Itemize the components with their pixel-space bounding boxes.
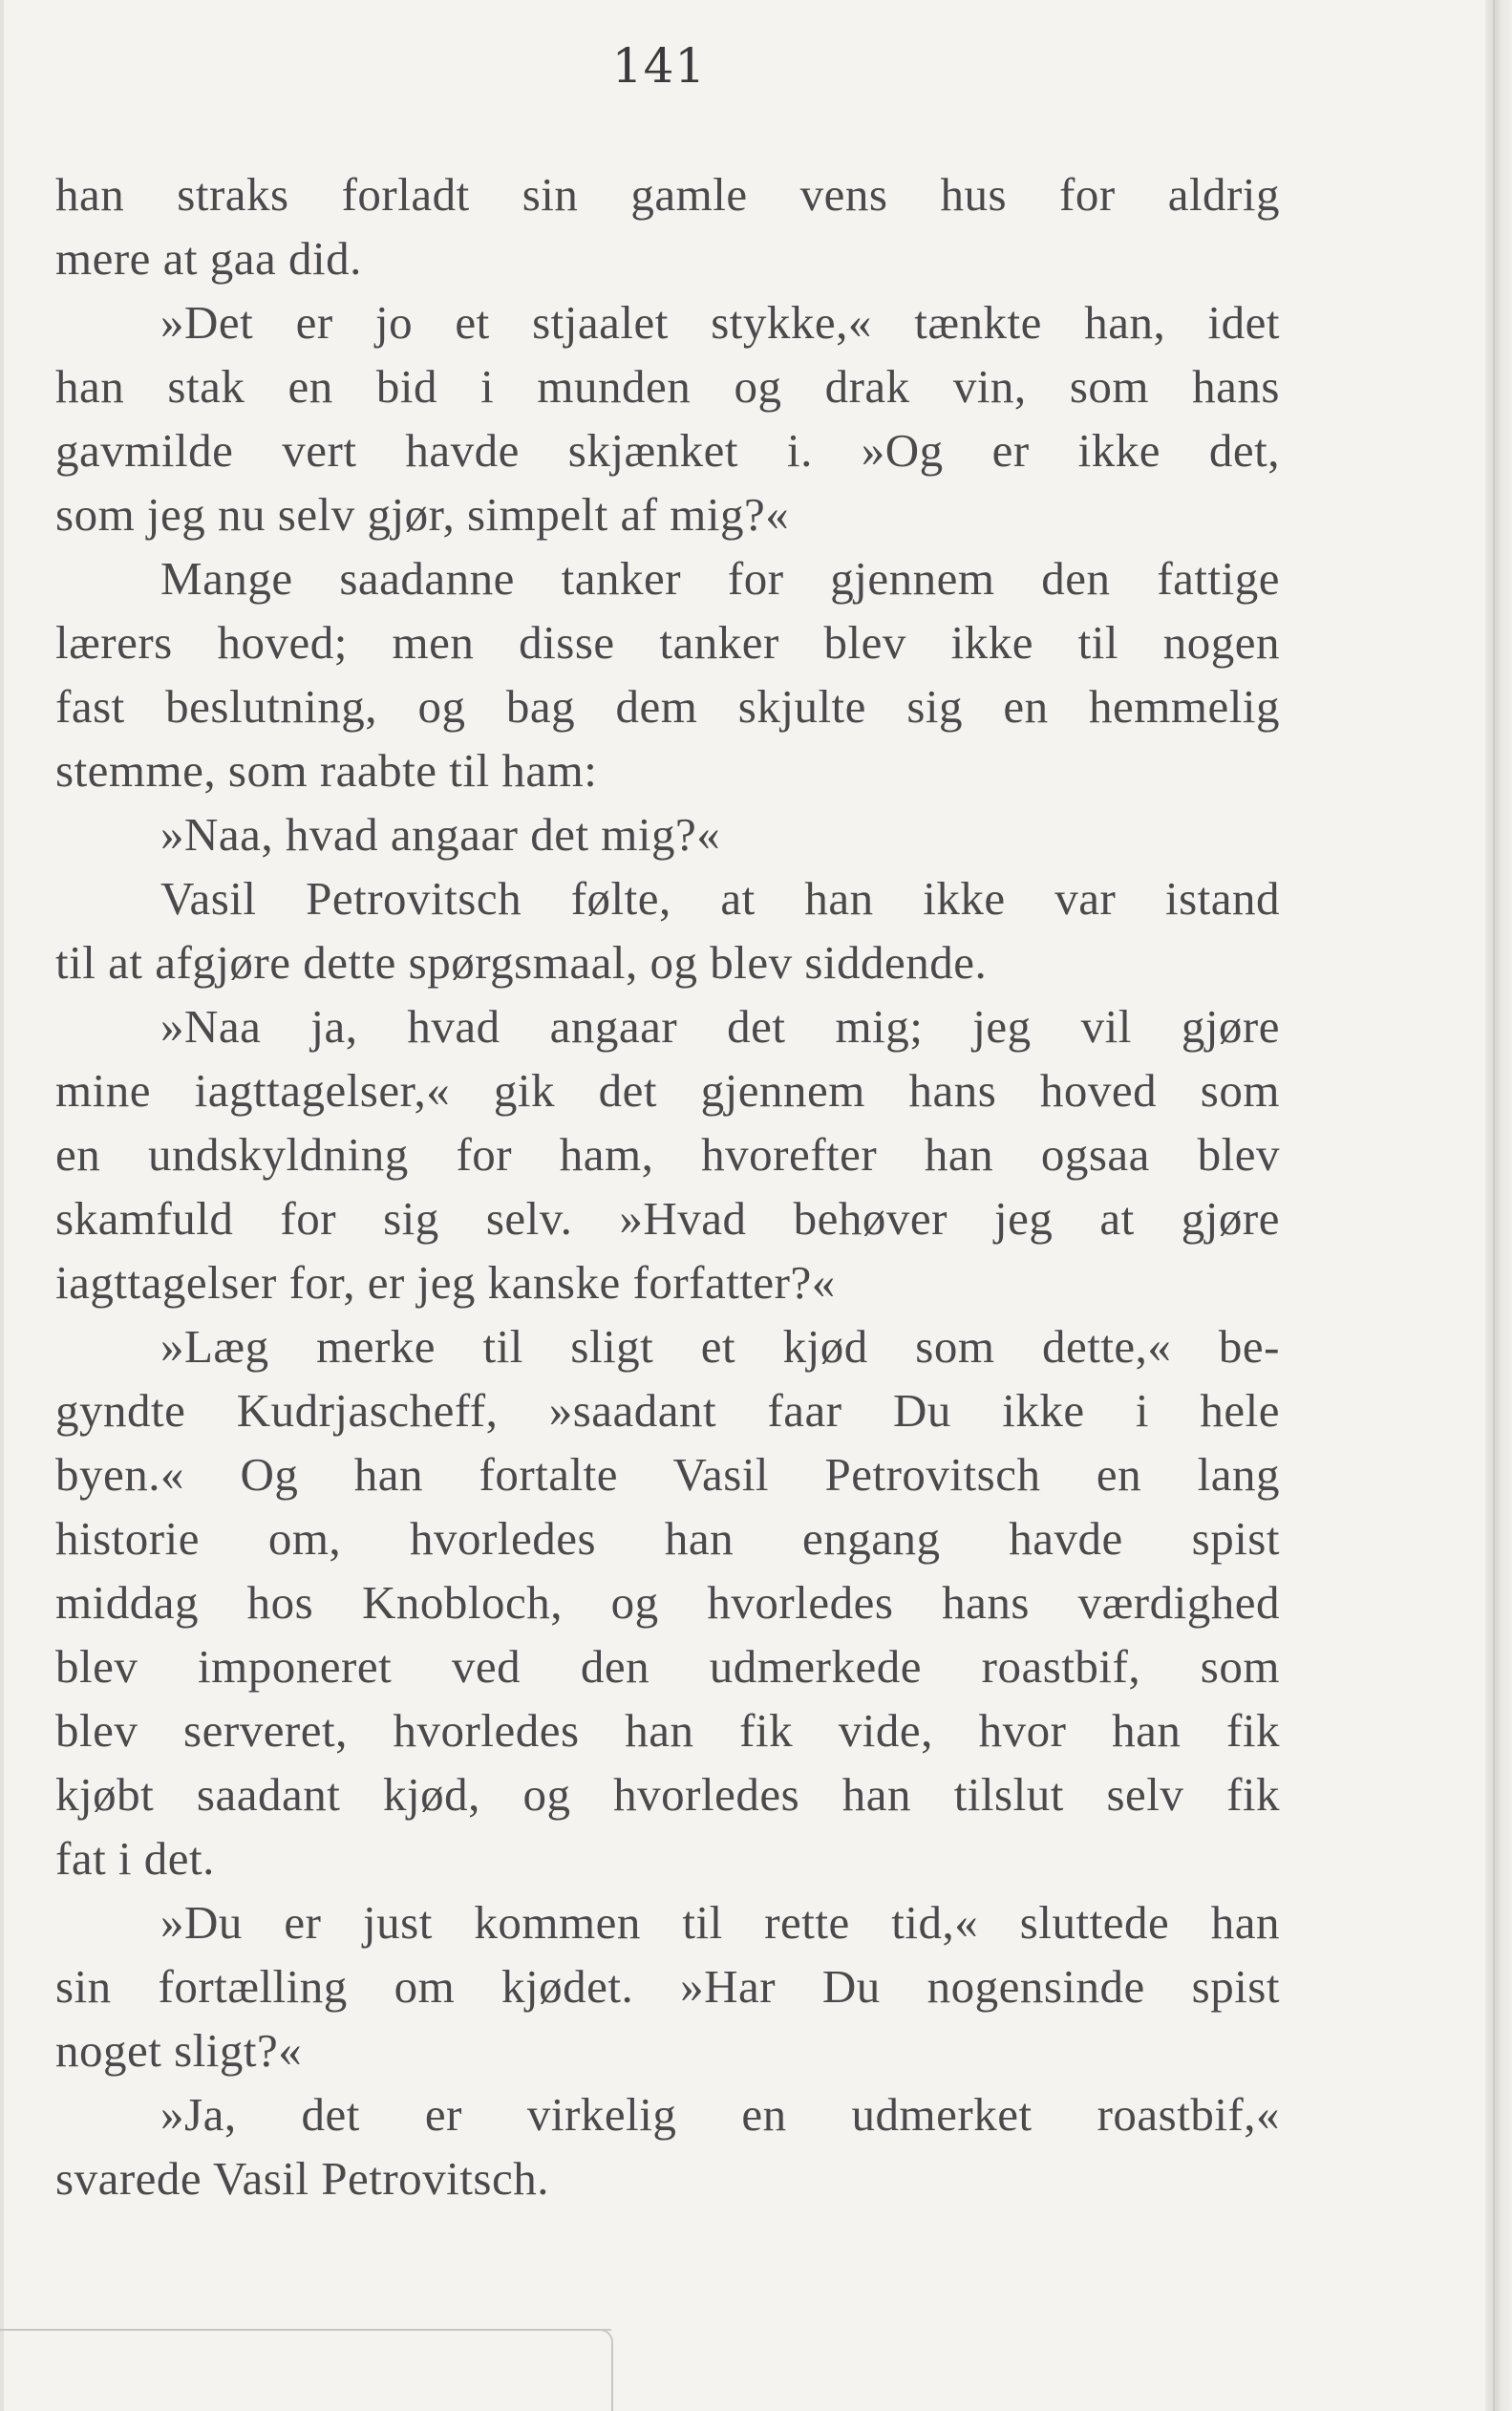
text-line: gyndte Kudrjascheff, »saadant faar Du ikke i hele (55, 1384, 1280, 1437)
body-text (55, 162, 1280, 2210)
text-line: byen.« Og han fortalte Vasil Petrovitsch en lang (55, 1448, 1280, 1501)
text-line: svarede Vasil Petrovitsch. (55, 2152, 549, 2205)
text-line: »Du er just kommen til rette tid,« sluttede han (160, 1896, 1280, 1949)
page-number: 141 (611, 38, 707, 94)
text-line: fat i det. (55, 1832, 215, 1885)
text-line: en undskyldning for ham, hvorefter han ogsaa blev (55, 1128, 1280, 1181)
page-bottom-rule (0, 2329, 611, 2331)
page-gutter-line (1493, 0, 1495, 2411)
text-line: til at afgjøre dette spørgsmaal, og blev siddende. (55, 936, 988, 989)
text-line: han stak en bid i munden og drak vin, som hans (55, 360, 1280, 413)
text-line: »Læg merke til sligt et kjød som dette,« be- (160, 1320, 1280, 1373)
text-line: »Naa ja, hvad angaar det mig; jeg vil gjøre (160, 1000, 1280, 1053)
text-line: sin fortælling om kjødet. »Har Du nogensinde spist (55, 1960, 1280, 2013)
text-line: skamfuld for sig selv. »Hvad behøver jeg at gjøre (55, 1192, 1280, 1245)
text-line: gavmilde vert havde skjænket i. »Og er ikke det, (55, 424, 1280, 477)
text-line: historie om, hvorledes han engang havde spist (55, 1512, 1280, 1565)
text-line: lærers hoved; men disse tanker blev ikke til nogen (55, 616, 1280, 669)
text-line: »Naa, hvad angaar det mig?« (160, 808, 721, 861)
text-line: som jeg nu selv gjør, simpelt af mig?« (55, 488, 790, 541)
text-line: »Ja, det er virkelig en udmerket roastbif,« (160, 2088, 1280, 2141)
text-line: mine iagttagelser,« gik det gjennem hans hoved som (55, 1064, 1280, 1117)
text-line: Mange saadanne tanker for gjennem den fattige (160, 552, 1280, 605)
text-line: han straks forladt sin gamle vens hus for aldrig (55, 168, 1280, 221)
page-left-edge (0, 0, 4, 2411)
page-gutter (1485, 0, 1512, 2411)
text-line: kjøbt saadant kjød, og hvorledes han tilslut selv fik (55, 1768, 1280, 1821)
text-line: middag hos Knobloch, og hvorledes hans værdighed (55, 1576, 1280, 1629)
text-line: stemme, som raabte til ham: (55, 744, 598, 797)
text-line: »Det er jo et stjaalet stykke,« tænkte han, idet (160, 296, 1280, 349)
text-line: iagttagelser for, er jeg kanske forfatter?« (55, 1256, 836, 1309)
text-line: Vasil Petrovitsch følte, at han ikke var istand (160, 872, 1280, 925)
page-bottom-hook (600, 2329, 613, 2411)
text-line: blev serveret, hvorledes han fik vide, hvor han fik (55, 1704, 1280, 1757)
text-line: blev imponeret ved den udmerkede roastbif, som (55, 1640, 1280, 1693)
text-line: mere at gaa did. (55, 232, 362, 285)
text-line: noget sligt?« (55, 2024, 303, 2077)
text-line: fast beslutning, og bag dem skjulte sig en hemmelig (55, 680, 1280, 733)
